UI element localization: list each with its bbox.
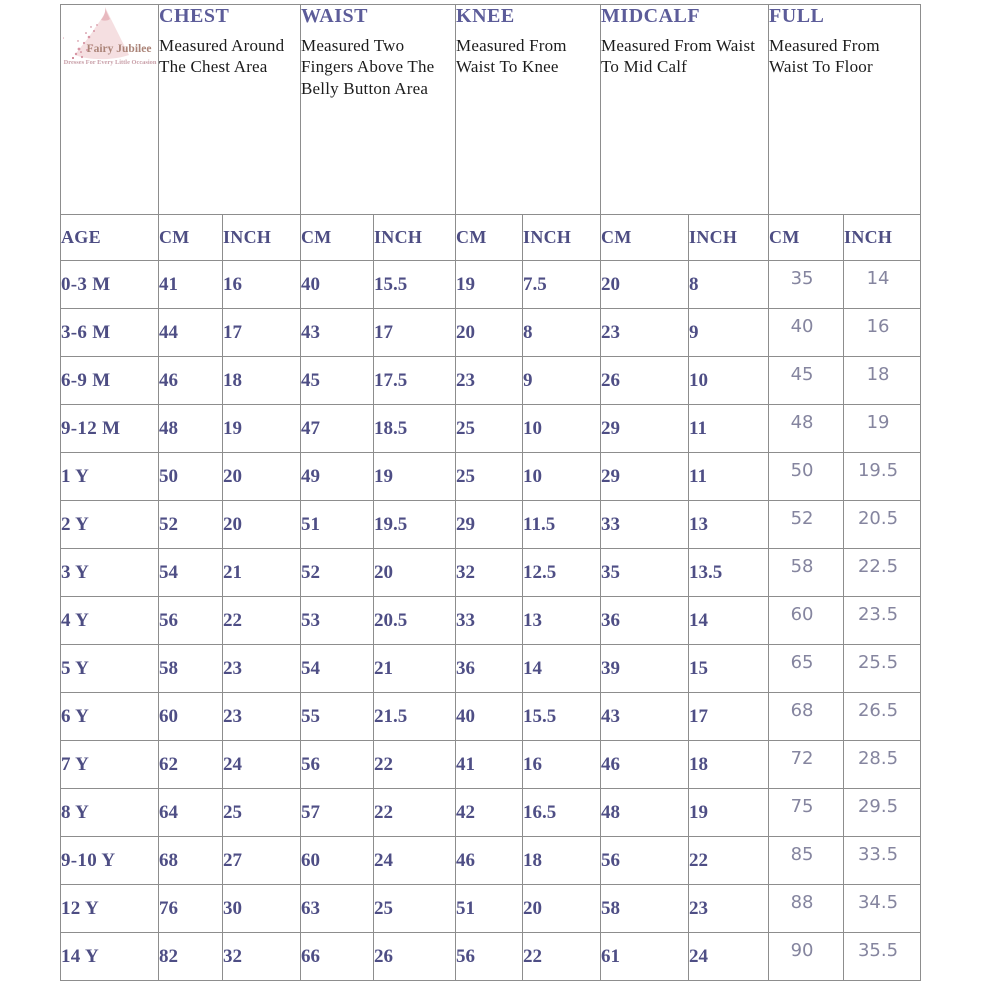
- value-cell: 18: [223, 357, 301, 405]
- value-cell: 13.5: [689, 549, 769, 597]
- value-cell: 20: [601, 261, 689, 309]
- header-full: [769, 5, 921, 215]
- table-row: [61, 405, 921, 453]
- value-cell: 58: [601, 885, 689, 933]
- waist-title: WAIST: [301, 5, 368, 27]
- value-cell: 10: [523, 453, 601, 501]
- full-value-cell: 65: [769, 645, 844, 693]
- value-cell: 22: [689, 837, 769, 885]
- full-value-cell: 90: [769, 933, 844, 981]
- full-value-cell: 52: [769, 501, 844, 549]
- full-value-cell: 25.5: [844, 645, 921, 693]
- midcalf-cm-header: CM: [601, 215, 689, 261]
- value-cell: 48: [159, 405, 223, 453]
- value-cell: 51: [456, 885, 523, 933]
- value-cell: 20: [223, 453, 301, 501]
- value-cell: 55: [301, 693, 374, 741]
- table-row: [61, 789, 921, 837]
- value-cell: 20: [456, 309, 523, 357]
- full-value-cell: 14: [844, 261, 921, 309]
- value-cell: 15.5: [523, 693, 601, 741]
- table-row: [61, 837, 921, 885]
- value-cell: 8: [523, 309, 601, 357]
- value-cell: 19: [456, 261, 523, 309]
- value-cell: 33: [456, 597, 523, 645]
- midcalf-title: MIDCALF: [601, 5, 701, 27]
- value-cell: 14: [689, 597, 769, 645]
- full-title: FULL: [769, 5, 825, 27]
- value-cell: 39: [601, 645, 689, 693]
- value-cell: 40: [456, 693, 523, 741]
- value-cell: 7.5: [523, 261, 601, 309]
- value-cell: 26: [374, 933, 456, 981]
- value-cell: 17: [374, 309, 456, 357]
- age-column-header: AGE: [61, 215, 159, 261]
- value-cell: 68: [159, 837, 223, 885]
- knee-cm-header: CM: [456, 215, 523, 261]
- value-cell: 46: [456, 837, 523, 885]
- value-cell: 20: [523, 885, 601, 933]
- value-cell: 19.5: [374, 501, 456, 549]
- table-row: [61, 261, 921, 309]
- value-cell: 62: [159, 741, 223, 789]
- full-value-cell: 20.5: [844, 501, 921, 549]
- value-cell: 13: [523, 597, 601, 645]
- age-cell: 5 Y: [61, 645, 159, 693]
- age-cell: 0-3 M: [61, 261, 159, 309]
- full-value-cell: 40: [769, 309, 844, 357]
- header-chest: [159, 5, 301, 215]
- header-midcalf: [601, 5, 769, 215]
- value-cell: 19: [223, 405, 301, 453]
- value-cell: 17: [689, 693, 769, 741]
- value-cell: 46: [601, 741, 689, 789]
- value-cell: 43: [301, 309, 374, 357]
- value-cell: 41: [456, 741, 523, 789]
- value-cell: 25: [456, 453, 523, 501]
- value-cell: 24: [374, 837, 456, 885]
- value-cell: 49: [301, 453, 374, 501]
- table-row: [61, 549, 921, 597]
- measurement-header-row: [61, 5, 921, 215]
- value-cell: 17.5: [374, 357, 456, 405]
- value-cell: 35: [601, 549, 689, 597]
- size-chart-table: [60, 4, 921, 981]
- value-cell: 18: [523, 837, 601, 885]
- table-row: [61, 645, 921, 693]
- full-value-cell: 88: [769, 885, 844, 933]
- full-value-cell: 28.5: [844, 741, 921, 789]
- table-row: [61, 453, 921, 501]
- age-cell: 9-10 Y: [61, 837, 159, 885]
- size-table-body: [61, 261, 921, 981]
- value-cell: 29: [601, 405, 689, 453]
- value-cell: 52: [159, 501, 223, 549]
- age-cell: 1 Y: [61, 453, 159, 501]
- full-cm-header: CM: [769, 215, 844, 261]
- value-cell: 16: [223, 261, 301, 309]
- full-value-cell: 16: [844, 309, 921, 357]
- age-cell: 6 Y: [61, 693, 159, 741]
- value-cell: 14: [523, 645, 601, 693]
- full-value-cell: 75: [769, 789, 844, 837]
- dress-logo-icon: [63, 5, 157, 77]
- midcalf-inch-header: INCH: [689, 215, 769, 261]
- value-cell: 51: [301, 501, 374, 549]
- age-cell: 3 Y: [61, 549, 159, 597]
- value-cell: 29: [601, 453, 689, 501]
- value-cell: 50: [159, 453, 223, 501]
- full-description: Measured From Waist To Floor: [769, 36, 880, 77]
- value-cell: 44: [159, 309, 223, 357]
- knee-description: Measured From Waist To Knee: [456, 36, 567, 77]
- value-cell: 58: [159, 645, 223, 693]
- brand-logo: [63, 5, 157, 82]
- table-row: [61, 933, 921, 981]
- full-value-cell: 22.5: [844, 549, 921, 597]
- value-cell: 56: [456, 933, 523, 981]
- full-value-cell: 35: [769, 261, 844, 309]
- full-value-cell: 45: [769, 357, 844, 405]
- header-knee: [456, 5, 601, 215]
- full-value-cell: 58: [769, 549, 844, 597]
- value-cell: 21: [223, 549, 301, 597]
- value-cell: 23: [456, 357, 523, 405]
- full-inch-header: INCH: [844, 215, 921, 261]
- full-value-cell: 85: [769, 837, 844, 885]
- chest-title: CHEST: [159, 5, 230, 27]
- value-cell: 15: [689, 645, 769, 693]
- value-cell: 21.5: [374, 693, 456, 741]
- age-cell: 6-9 M: [61, 357, 159, 405]
- value-cell: 63: [301, 885, 374, 933]
- full-value-cell: 60: [769, 597, 844, 645]
- value-cell: 29: [456, 501, 523, 549]
- value-cell: 20.5: [374, 597, 456, 645]
- waist-description: Measured Two Fingers Above The Belly Button Area: [301, 36, 435, 98]
- value-cell: 17: [223, 309, 301, 357]
- table-row: [61, 309, 921, 357]
- value-cell: 27: [223, 837, 301, 885]
- table-header: [61, 5, 921, 261]
- value-cell: 53: [301, 597, 374, 645]
- table-row: [61, 597, 921, 645]
- chest-inch-header: INCH: [223, 215, 301, 261]
- value-cell: 24: [689, 933, 769, 981]
- waist-cm-header: CM: [301, 215, 374, 261]
- value-cell: 30: [223, 885, 301, 933]
- full-value-cell: 48: [769, 405, 844, 453]
- value-cell: 22: [523, 933, 601, 981]
- value-cell: 25: [223, 789, 301, 837]
- age-cell: 3-6 M: [61, 309, 159, 357]
- table-row: [61, 357, 921, 405]
- value-cell: 61: [601, 933, 689, 981]
- header-waist: [301, 5, 456, 215]
- value-cell: 64: [159, 789, 223, 837]
- chest-cm-header: CM: [159, 215, 223, 261]
- value-cell: 23: [601, 309, 689, 357]
- full-value-cell: 19.5: [844, 453, 921, 501]
- value-cell: 60: [159, 693, 223, 741]
- age-cell: 12 Y: [61, 885, 159, 933]
- value-cell: 16: [523, 741, 601, 789]
- age-cell: 7 Y: [61, 741, 159, 789]
- age-cell: 9-12 M: [61, 405, 159, 453]
- value-cell: 11.5: [523, 501, 601, 549]
- full-value-cell: 33.5: [844, 837, 921, 885]
- value-cell: 8: [689, 261, 769, 309]
- value-cell: 11: [689, 453, 769, 501]
- value-cell: 32: [456, 549, 523, 597]
- chest-description: Measured Around The Chest Area: [159, 36, 285, 77]
- value-cell: 18: [689, 741, 769, 789]
- value-cell: 36: [456, 645, 523, 693]
- full-value-cell: 34.5: [844, 885, 921, 933]
- value-cell: 43: [601, 693, 689, 741]
- value-cell: 46: [159, 357, 223, 405]
- unit-header-row: [61, 215, 921, 261]
- full-value-cell: 18: [844, 357, 921, 405]
- value-cell: 24: [223, 741, 301, 789]
- value-cell: 26: [601, 357, 689, 405]
- value-cell: 60: [301, 837, 374, 885]
- knee-inch-header: INCH: [523, 215, 601, 261]
- value-cell: 9: [689, 309, 769, 357]
- value-cell: 10: [689, 357, 769, 405]
- value-cell: 66: [301, 933, 374, 981]
- value-cell: 32: [223, 933, 301, 981]
- value-cell: 16.5: [523, 789, 601, 837]
- value-cell: 54: [159, 549, 223, 597]
- value-cell: 41: [159, 261, 223, 309]
- brand-logo-cell: [61, 5, 159, 215]
- value-cell: 23: [689, 885, 769, 933]
- value-cell: 21: [374, 645, 456, 693]
- age-cell: 4 Y: [61, 597, 159, 645]
- value-cell: 52: [301, 549, 374, 597]
- value-cell: 23: [223, 693, 301, 741]
- value-cell: 56: [601, 837, 689, 885]
- value-cell: 57: [301, 789, 374, 837]
- table-row: [61, 885, 921, 933]
- value-cell: 9: [523, 357, 601, 405]
- value-cell: 54: [301, 645, 374, 693]
- table-row: [61, 693, 921, 741]
- full-value-cell: 72: [769, 741, 844, 789]
- value-cell: 10: [523, 405, 601, 453]
- value-cell: 25: [456, 405, 523, 453]
- age-cell: 2 Y: [61, 501, 159, 549]
- full-value-cell: 26.5: [844, 693, 921, 741]
- full-value-cell: 29.5: [844, 789, 921, 837]
- value-cell: 13: [689, 501, 769, 549]
- table-row: [61, 501, 921, 549]
- midcalf-description: Measured From Waist To Mid Calf: [601, 36, 756, 77]
- value-cell: 19: [374, 453, 456, 501]
- full-value-cell: 50: [769, 453, 844, 501]
- value-cell: 47: [301, 405, 374, 453]
- value-cell: 18.5: [374, 405, 456, 453]
- value-cell: 40: [301, 261, 374, 309]
- waist-inch-header: INCH: [374, 215, 456, 261]
- value-cell: 11: [689, 405, 769, 453]
- value-cell: 36: [601, 597, 689, 645]
- value-cell: 23: [223, 645, 301, 693]
- knee-title: KNEE: [456, 5, 515, 27]
- full-value-cell: 35.5: [844, 933, 921, 981]
- value-cell: 22: [374, 789, 456, 837]
- value-cell: 76: [159, 885, 223, 933]
- brand-name-text: Fairy Jubilee: [86, 43, 151, 55]
- value-cell: 12.5: [523, 549, 601, 597]
- value-cell: 56: [301, 741, 374, 789]
- value-cell: 15.5: [374, 261, 456, 309]
- value-cell: 20: [223, 501, 301, 549]
- value-cell: 45: [301, 357, 374, 405]
- value-cell: 48: [601, 789, 689, 837]
- age-cell: 14 Y: [61, 933, 159, 981]
- value-cell: 56: [159, 597, 223, 645]
- value-cell: 25: [374, 885, 456, 933]
- table-row: [61, 741, 921, 789]
- full-value-cell: 23.5: [844, 597, 921, 645]
- value-cell: 42: [456, 789, 523, 837]
- value-cell: 82: [159, 933, 223, 981]
- age-cell: 8 Y: [61, 789, 159, 837]
- value-cell: 20: [374, 549, 456, 597]
- value-cell: 22: [223, 597, 301, 645]
- value-cell: 22: [374, 741, 456, 789]
- full-value-cell: 19: [844, 405, 921, 453]
- value-cell: 19: [689, 789, 769, 837]
- full-value-cell: 68: [769, 693, 844, 741]
- value-cell: 33: [601, 501, 689, 549]
- brand-tagline-text: Dresses For Every Little Occasion: [63, 59, 156, 66]
